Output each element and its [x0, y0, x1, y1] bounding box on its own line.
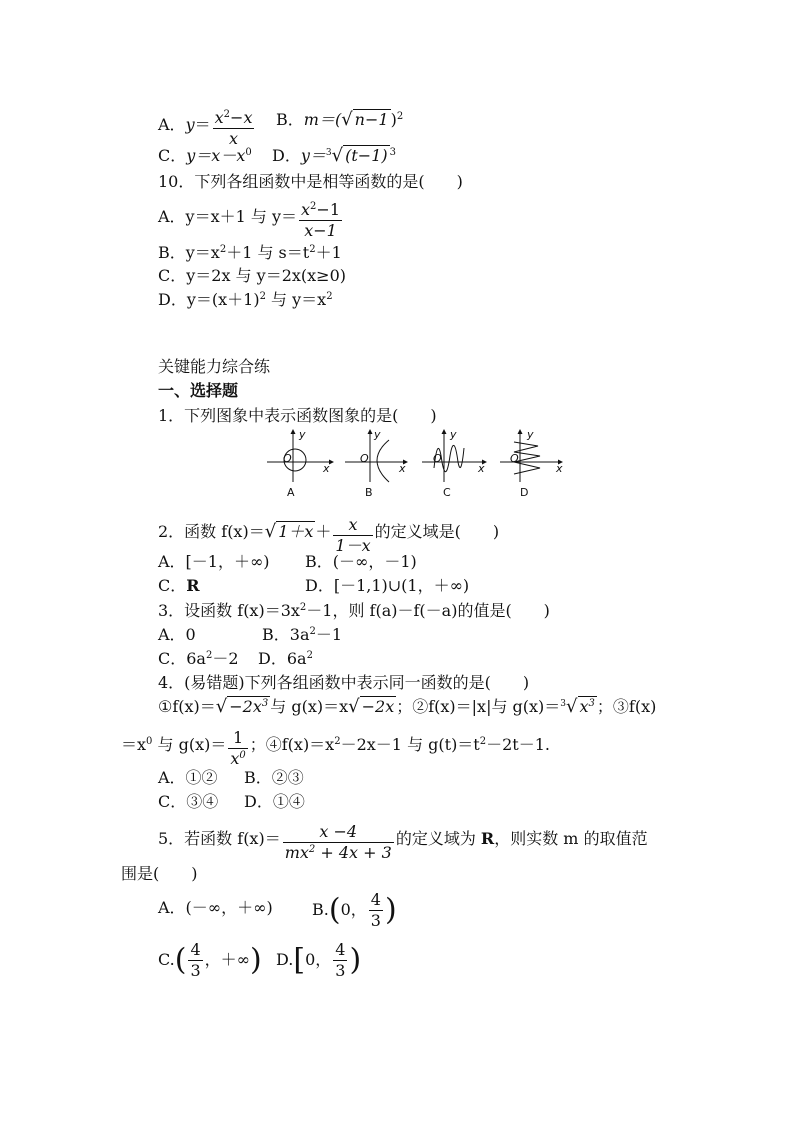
- q10-option-a-fraction: $\frac{x^2-1}{x-1}$: [301, 200, 341, 240]
- q3-option-b: B．$3a^2-1$: [262, 625, 343, 644]
- q1-label-c: C: [443, 486, 451, 499]
- q10-option-b: B．$y=x^2+1$ 与 $s=t^2+1$: [158, 243, 342, 262]
- q1-label-b: B: [365, 486, 373, 499]
- q4-line-2: $=x^0$ 与 g(x)＝ $\frac{1}{x^0}$ ；$④f(x)=x^2-2x-1$ 与 $g(t)=t^2-2t-1$.: [121, 728, 551, 768]
- q9-option-a: A．y＝ $\frac{x^2-x}{x}$: [158, 108, 253, 148]
- q9-option-c: C．$y=x-x^0$: [158, 146, 252, 165]
- q5-stem-line-2: 围是( ): [121, 864, 198, 883]
- q4-line-1: ①f(x)＝√ $-2x^3$ 与 g(x)＝x√ −2x ；②f(x)＝|x|与 g(x)＝$^3$√ $x^3$ ；③f(x): [158, 696, 657, 717]
- q9-option-d: D．y＝$^3$√ (t−1) $^3$: [272, 145, 396, 166]
- q4-stem: 4．(易错题)下列各组函数中表示同一函数的是( ): [158, 673, 530, 692]
- q9-option-b: B．m＝(√ n−1 )$^2$: [276, 109, 404, 130]
- q5-stem: 5．若函数 f(x)＝ $\frac{x -4}{mx^2 + 4x + 3}$ 的定义域为 R，则实数 m 的取值范: [158, 822, 648, 862]
- q4-option-a: A．①②: [158, 768, 218, 787]
- q9-option-a-fraction: $\frac{x^2-x}{x}$: [214, 108, 253, 148]
- q1-stem: 1．下列图象中表示函数图象的是( ): [158, 406, 437, 425]
- q1-label-d: D: [520, 486, 529, 499]
- q3-stem: 3．设函数 $f(x)=3x^2-1$，则 f(a)－f(－a)的值是( ): [158, 601, 550, 620]
- q5-option-a: A．(－∞，＋∞): [158, 898, 273, 917]
- section-subtitle: 一、选择题: [158, 381, 239, 400]
- q5-fraction: $\frac{x -4}{mx^2 + 4x + 3}$: [284, 822, 392, 862]
- q3-option-c: C．$6a^2-2$: [158, 649, 239, 668]
- section-title: 关键能力综合练: [158, 357, 271, 376]
- q1-label-a: A: [287, 486, 295, 499]
- q2-option-c: C．R: [158, 576, 200, 595]
- q5-option-b: B.(0， $\frac{4}{3}$ ): [312, 890, 397, 930]
- q10-option-d: D．$y=(x+1)^2$ 与 $y=x^2$: [158, 290, 333, 309]
- q2-option-d: D．[－1,1)∪(1，＋∞): [305, 576, 470, 595]
- q2-stem: 2．函数 f(x)＝√ 1＋x ＋ $\frac{x}{1-x}$ 的定义域是( ): [158, 515, 500, 555]
- q4-option-d: D．①④: [244, 792, 305, 811]
- q4-fraction: $\frac{1}{x^0}$: [230, 728, 246, 768]
- q4-option-b: B．②③: [244, 768, 304, 787]
- q5-option-b-fraction: $\frac{4}{3}$: [370, 890, 381, 930]
- q10-stem: 10．下列各组函数中是相等函数的是( ): [158, 172, 463, 191]
- q5-option-d: D.[0， $\frac{4}{3}$ ): [276, 940, 362, 980]
- q5-option-c: C.( $\frac{4}{3}$ ，＋∞): [158, 940, 262, 980]
- q3-option-d: D．$6a^2$: [258, 649, 313, 668]
- q10-option-a: A．y＝x＋1 与 y＝ $\frac{x^2-1}{x-1}$: [158, 200, 341, 240]
- q10-option-c: C．y＝2x 与 y＝2x(x≥0): [158, 266, 346, 285]
- q4-option-c: C．③④: [158, 792, 219, 811]
- q2-fraction: $\frac{x}{1-x}$: [335, 515, 371, 555]
- q5-option-d-fraction: $\frac{4}{3}$: [335, 940, 346, 980]
- q2-option-a: A．[－1，＋∞): [158, 552, 270, 571]
- q3-option-a: A．0: [158, 625, 196, 644]
- q5-option-c-fraction: $\frac{4}{3}$: [190, 940, 201, 980]
- q2-option-b: B．(－∞，－1): [305, 552, 417, 571]
